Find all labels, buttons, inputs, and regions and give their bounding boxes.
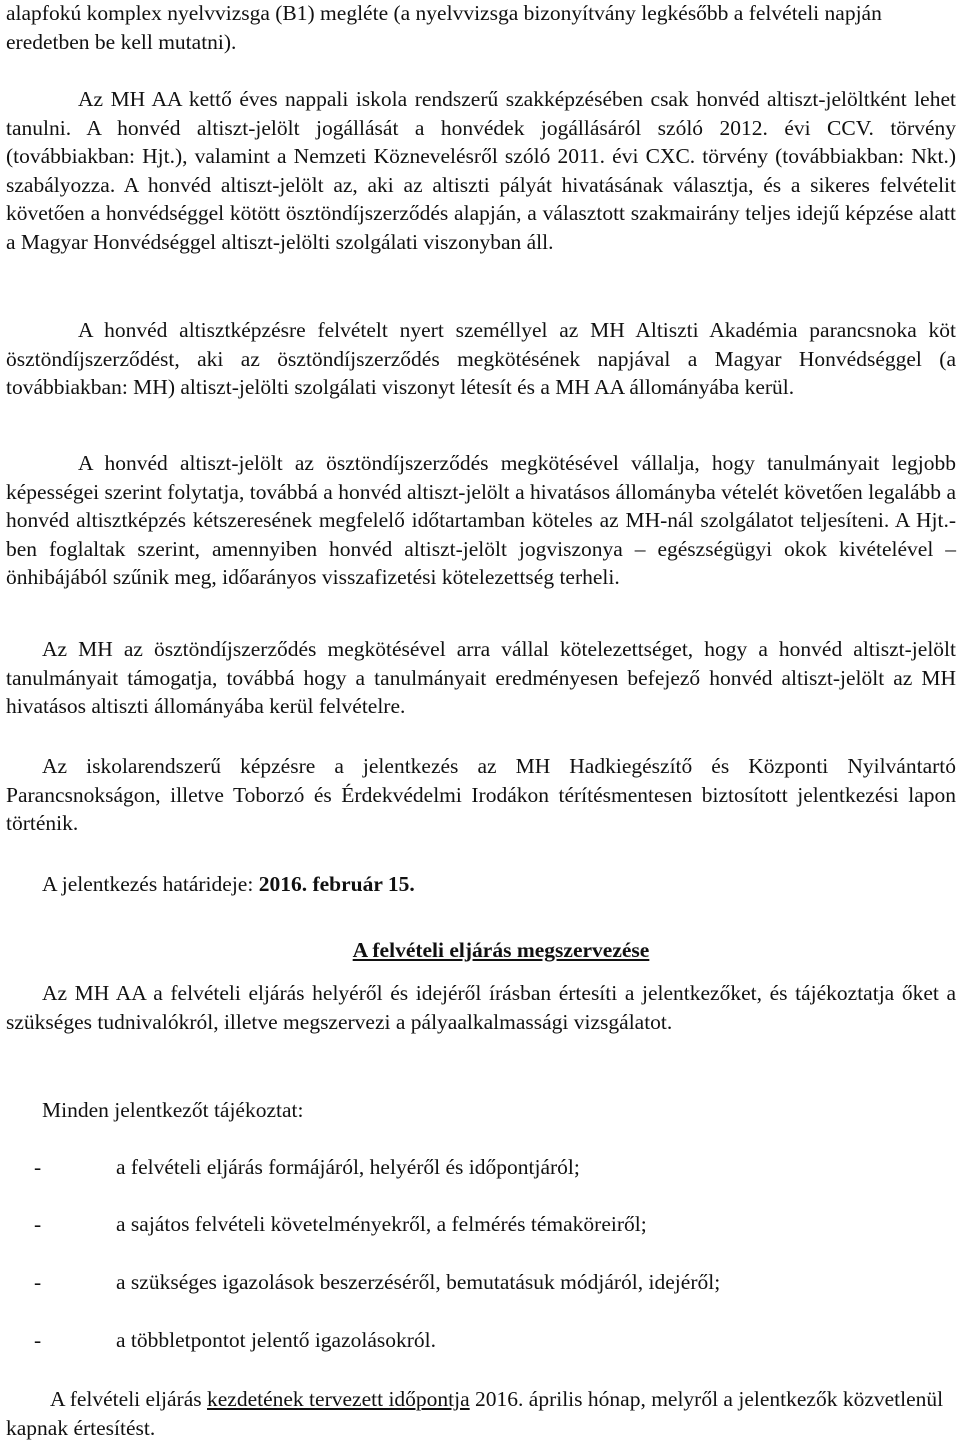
- list-item-text: a szükséges igazolások beszerzéséről, bemutatásuk módjáról, idejéről;: [116, 1270, 721, 1294]
- deadline-line: [6, 870, 956, 899]
- paragraph-start-date: [6, 1385, 956, 1442]
- list-dash: -: [34, 1328, 42, 1352]
- list-item-text: a többletpontot jelentő igazolásokról.: [116, 1328, 437, 1352]
- list-dash: -: [34, 1155, 42, 1179]
- list-item-text: a felvételi eljárás formájáról, helyéről és időpontjáról;: [116, 1155, 580, 1179]
- paragraph-language-exam: alapfokú komplex nyelvvizsga (B1) megléte (a nyelvvizsga bizonyítvány legkésőbb a felvételi napján eredetben be kell mutatni).: [6, 1, 882, 54]
- list-item-text: a sajátos felvételi követelményekről, a felmérés témaköreiről;: [116, 1212, 647, 1236]
- section-heading: A felvételi eljárás megszervezése: [352, 938, 650, 962]
- paragraph-obligations: A honvéd altiszt-jelölt az ösztöndíjszerződés megkötésével vállalja, hogy tanulmányait legjobb képességei szerint folytatja, továbbá a honvéd altiszt-jelölt a hivatásos állományba vételét követően legalább a honvéd altisztképzés kétszeresének megfelelő időtartamban köteles az MH-nál szolgálatot teljesíteni. A Hjt.-ben foglaltak szerint, amennyiben honvéd altiszt-jelölt jogviszonya – egészségügyi okok kivételével – önhibájából szűnik meg, időarányos visszafizetési kötelezettség terheli.: [6, 451, 956, 590]
- list-dash: -: [34, 1212, 42, 1236]
- paragraph-application: Az iskolarendszerű képzésre a jelentkezés az MH Hadkiegészítő és Központi Nyilvántartó Parancsnokságon, illetve Toborzó és Érdekvédelmi Irodákon térítésmentesen biztosított jelentkezési lapon történik.: [6, 754, 956, 836]
- paragraph-training-status: Az MH AA kettő éves nappali iskola rendszerű szakképzésében csak honvéd altiszt-jelöltként lehet tanulni. A honvéd altiszt-jelölt jogállását a honvédek jogállásáról szóló 2012. évi CCV. törvény (továbbiakban: Hjt.), valamint a Nemzeti Köznevelésről szóló 2011. évi CXC. törvény (továbbiakban: Nkt.) szabályozza. A honvéd altiszt-jelölt az, aki az altiszti pályát hivatásának választja, és a sikeres felvételit követően a honvédséggel kötött ösztöndíjszerződés alapján, a választott szakmairány teljes idejű képzése alatt a Magyar Honvédséggel altiszt-jelölti szolgálati viszonyban áll.: [6, 87, 956, 254]
- deadline-label: A jelentkezés határideje:: [42, 872, 259, 896]
- paragraph-inform-intro: Minden jelentkezőt tájékoztat:: [42, 1098, 304, 1122]
- paragraph-mh-commitment: Az MH az ösztöndíjszerződés megkötésével arra vállal kötelezettséget, hogy a honvéd altiszt-jelölt tanulmányait támogatja, továbbá hogy a tanulmányait eredményesen befejező honvéd altiszt-jelölt az MH hivatásos altiszti állományába kerül felvételre.: [6, 637, 956, 719]
- start-date-text-a: A felvételi eljárás: [50, 1387, 207, 1411]
- start-date-text-b: 2016. április hónap, melyről a jelentkezők közvetlenül kapnak értesítést.: [6, 1387, 944, 1440]
- start-date-underlined: kezdetének tervezett időpontja: [207, 1387, 470, 1411]
- paragraph-scholarship-contract: A honvéd altisztképzésre felvételt nyert személlyel az MH Altiszti Akadémia parancsnoka köt ösztöndíjszerződést, aki az ösztöndíjszerződés megkötésének napjával a Magyar Honvédséggel (a továbbiakban: MH) altiszt-jelölti szolgálati viszonyt létesít és a MH AA állományába kerül.: [6, 318, 956, 400]
- deadline-value: 2016. február 15.: [258, 872, 415, 896]
- list-dash: -: [34, 1270, 42, 1294]
- paragraph-procedure-notice: Az MH AA a felvételi eljárás helyéről és idejéről írásban értesíti a jelentkezőket, és tájékoztatja őket a szükséges tudnivalókról, illetve megszervezi a pályaalkalmassági vizsgálatot.: [6, 981, 956, 1034]
